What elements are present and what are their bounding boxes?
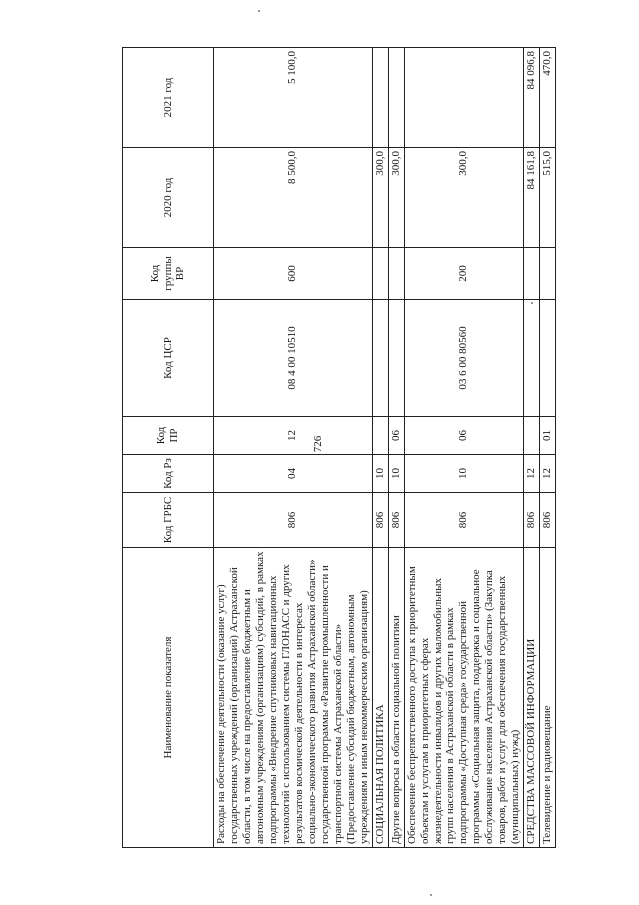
row-2020: 84 161,8 (524, 148, 540, 248)
header-2020: 2020 год (123, 148, 214, 248)
row-2020: 8 500,0 (214, 148, 373, 248)
row-pr (372, 417, 388, 455)
header-vr: Код группы ВР (123, 248, 214, 300)
table-row (388, 48, 404, 848)
row-csr: 08 4 00 10510 (214, 300, 373, 417)
row-name: Телевидение и радиовещание (540, 548, 556, 848)
table-row (524, 48, 540, 848)
row-grbs: 806 (404, 493, 524, 548)
header-grbs: Код ГРБС (123, 493, 214, 548)
row-grbs: 806 (388, 493, 404, 548)
row-rz: 12 (524, 455, 540, 493)
row-pr: 06 (388, 417, 404, 455)
row-vr: 200 (404, 248, 524, 300)
row-2021: 470,0 (540, 48, 556, 148)
row-rz: 10 (404, 455, 524, 493)
row-name: Обеспечение беспрепятственного доступа к приоритетным объектам и услугам в приоритетных сферах жизнедеятельности инвалидов и других маломобильных групп населения в Астраханской области в рамках подпрограммы «Доступная среда» государственной программы «Социальная защита, поддержка и социальное обслуживание населения Астраханской области» (Закупка товаров, работ и услуг для обеспечения государственных (муниципальных) нужд) (404, 548, 524, 848)
row-pr: 01 (540, 417, 556, 455)
row-vr (372, 248, 388, 300)
table-row (404, 48, 524, 848)
row-rz: 10 (388, 455, 404, 493)
scan-speck (531, 302, 533, 304)
row-2021 (372, 48, 388, 148)
row-grbs: 806 (540, 493, 556, 548)
header-2021: 2021 год (123, 48, 214, 148)
row-2020: 515,0 (540, 148, 556, 248)
row-2020: 300,0 (404, 148, 524, 248)
row-2021 (388, 48, 404, 148)
row-csr (524, 300, 540, 417)
row-name: СРЕДСТВА МАССОВОЙ ИНФОРМАЦИИ (524, 548, 540, 848)
header-name: Наименование показателя (123, 548, 214, 848)
row-csr (388, 300, 404, 417)
row-grbs: 806 (214, 493, 373, 548)
row-grbs: 806 (372, 493, 388, 548)
header-csr: Код ЦСР (123, 300, 214, 417)
row-rz: 10 (372, 455, 388, 493)
row-2021 (404, 48, 524, 148)
row-pr: 12 (214, 417, 373, 455)
budget-table (122, 47, 556, 848)
row-pr (524, 417, 540, 455)
row-csr (372, 300, 388, 417)
scan-speck (258, 10, 260, 12)
row-name: СОЦИАЛЬНАЯ ПОЛИТИКА (372, 548, 388, 848)
row-vr (388, 248, 404, 300)
row-grbs: 806 (524, 493, 540, 548)
row-2020: 300,0 (388, 148, 404, 248)
row-vr (524, 248, 540, 300)
table-row (214, 48, 373, 848)
row-csr (540, 300, 556, 417)
table-header-row (123, 48, 214, 848)
row-name: Другие вопросы в области социальной политики (388, 548, 404, 848)
row-pr: 06 (404, 417, 524, 455)
table-row (372, 48, 388, 848)
header-pr: Код ПР (123, 417, 214, 455)
row-2021: 5 100,0 (214, 48, 373, 148)
scan-speck (430, 894, 432, 896)
row-2021: 84 096,8 (524, 48, 540, 148)
row-2020: 300,0 (372, 148, 388, 248)
table-row (540, 48, 556, 848)
row-vr (540, 248, 556, 300)
rotated-table-container (122, 47, 556, 848)
row-name: Расходы на обеспечение деятельности (оказание услуг) государственных учреждений (организаций) Астраханской области, в том числе на предоставление бюджетным и автономным учреждениям (организациям) субсидий, в рамках подпрограммы «Внедрение спутниковых навигационных технологий с использованием системы ГЛОНАСС и других результатов космической деятельности в интересах социально-экономического развития Астраханской области» государственной программы «Развитие промышленности и транспортной системы Астраханской области» (Предоставление субсидий бюджетным, автономным учреждениям и иным некоммерческим организациям) (214, 548, 373, 848)
row-rz: 12 (540, 455, 556, 493)
row-vr: 600 (214, 248, 373, 300)
row-csr: 03 6 00 80560 (404, 300, 524, 417)
page-number: 726 (312, 435, 324, 453)
row-rz: 04 (214, 455, 373, 493)
header-rz: Код Рз (123, 455, 214, 493)
